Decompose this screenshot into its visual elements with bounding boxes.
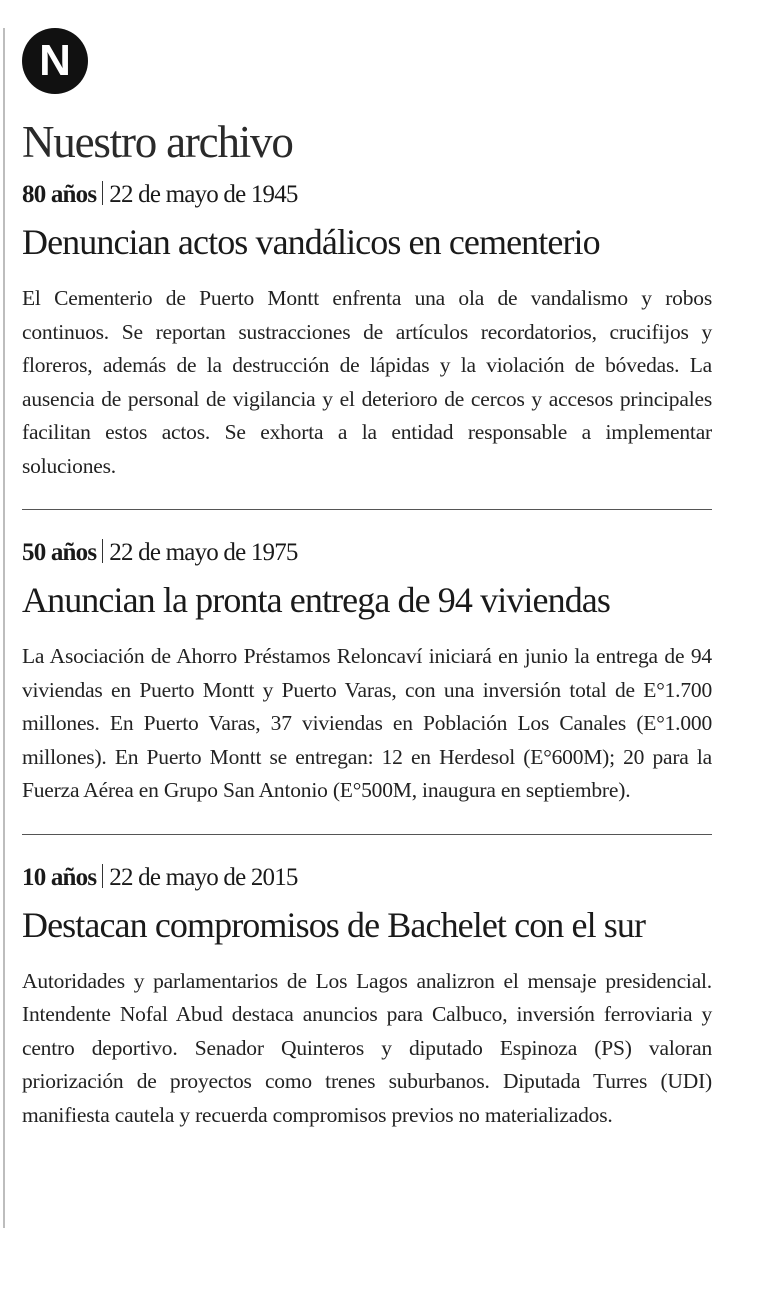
entry-body: Autoridades y parlamentarios de Los Lagos analizron el mensaje presidencial. Intendente Nofal Abud destaca anuncios para Calbuco, inversión ferroviaria y centro deportivo. Senador Quinteros y diputado Espinoza (PS) valoran priorización de proyectos como trenes suburbanos. Diputada Turres (UDI) manifiesta cautela y recuerda compromisos previos no materializados. xyxy=(22,968,712,1127)
entry-headline: Anuncian la pronta entrega de 94 viviendas xyxy=(22,580,610,620)
entry-date: 22 de mayo de 1975 xyxy=(109,539,298,566)
newspaper-logo-icon xyxy=(22,28,88,94)
entry-date: 22 de mayo de 2015 xyxy=(109,863,298,891)
meta-separator xyxy=(102,864,103,888)
archive-entry-80-years xyxy=(22,180,712,510)
meta-separator xyxy=(102,539,103,563)
entry-meta xyxy=(22,538,712,568)
entry-years: 50 años xyxy=(22,539,97,566)
archive-entry-50-years xyxy=(22,538,712,835)
entry-meta xyxy=(22,863,712,893)
logo-letter: N xyxy=(39,36,71,85)
entry-headline: Destacan compromisos de Bachelet con el sur xyxy=(22,904,646,945)
entry-years: 10 años xyxy=(22,863,97,891)
entry-body: El Cementerio de Puerto Montt enfrenta una ola de vandalismo y robos continuos. Se reportan sustracciones de artículos recordatorios, crucifijos y floreros, además de la destrucción de lápidas y la violación de bóvedas. La ausencia de personal de vigilancia y el deterioro de cercos y accesos principales facilitan estos actos. Se exhorta a la entidad responsable a implementar soluciones. xyxy=(22,286,712,478)
entry-years: 80 años xyxy=(22,181,97,208)
section-title: Nuestro archivo xyxy=(22,117,293,167)
archive-section xyxy=(22,28,712,1132)
entry-meta xyxy=(22,180,712,210)
entry-divider xyxy=(22,834,712,835)
left-column-rule xyxy=(3,28,5,1228)
meta-separator xyxy=(102,181,103,205)
entry-divider xyxy=(22,509,712,510)
entry-headline: Denuncian actos vandálicos en cementerio xyxy=(22,222,600,262)
archive-entry-10-years xyxy=(22,863,712,1133)
entry-body: La Asociación de Ahorro Préstamos Reloncaví iniciará en junio la entrega de 94 viviendas en Puerto Montt y Puerto Varas, con una inversión total de E°1.700 millones. En Puerto Varas, 37 viviendas en Población Los Canales (E°1.000 millones). En Puerto Montt se entregan: 12 en Herdesol (E°600M); 20 para la Fuerza Aérea en Grupo San Antonio (E°500M, inaugura en septiembre). xyxy=(22,644,712,802)
entry-date: 22 de mayo de 1945 xyxy=(109,181,298,208)
